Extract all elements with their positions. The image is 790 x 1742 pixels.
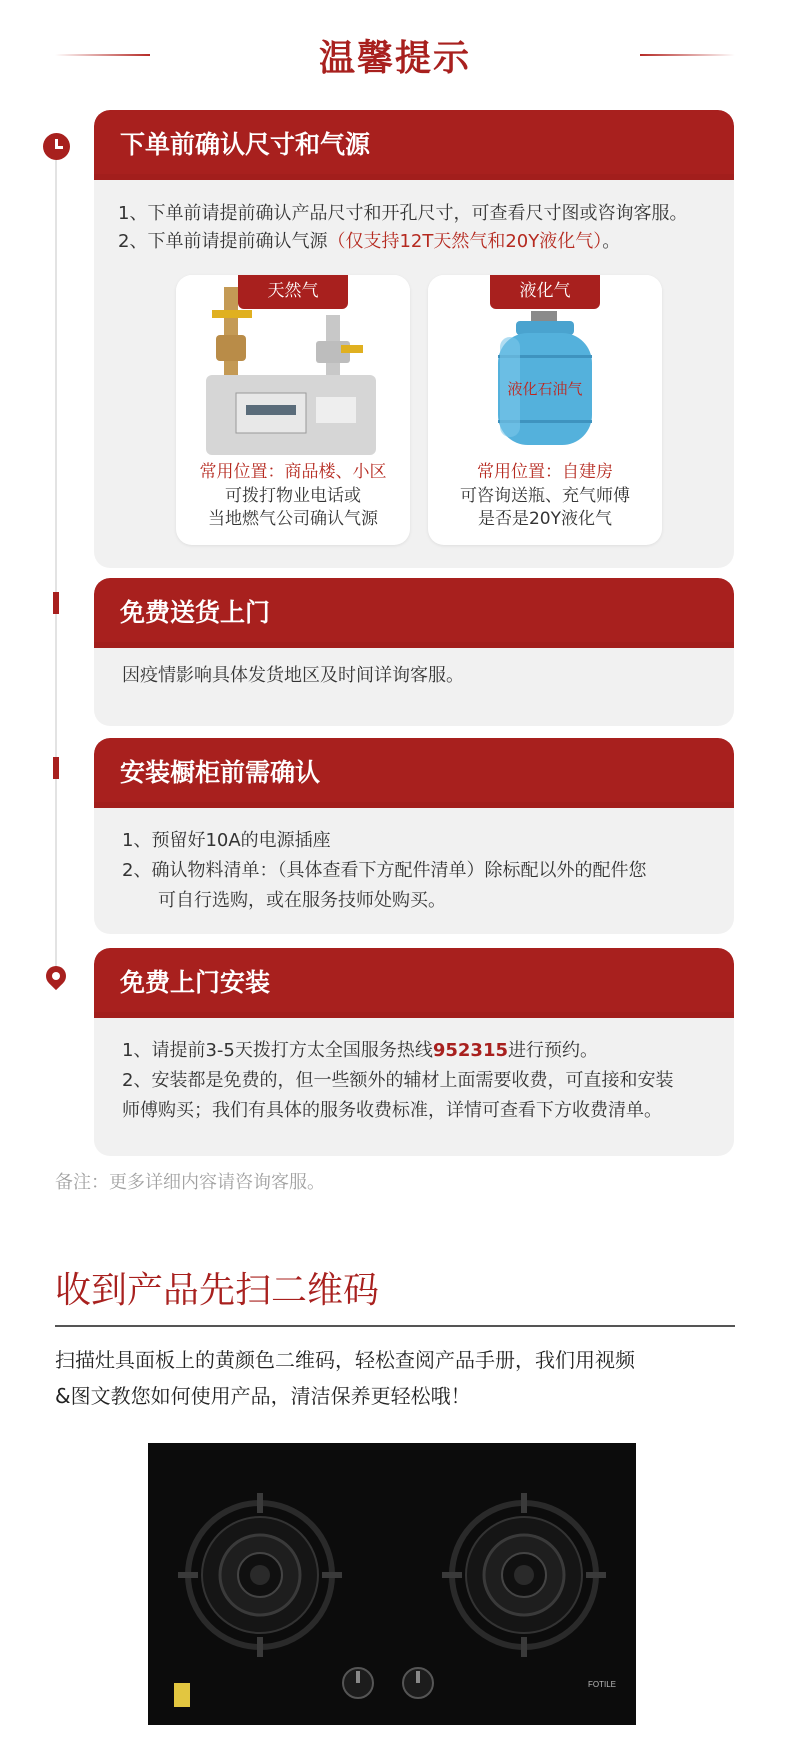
- card-line: 师傅购买；我们有具体的服务收费标准，详情可查看下方收费清单。: [122, 1100, 662, 1121]
- tank-label: 液化石油气: [507, 380, 583, 398]
- brand-logo: FOTILE: [588, 1680, 617, 1689]
- card-heading: 免费送货上门: [94, 578, 734, 648]
- clock-icon: [43, 133, 70, 160]
- card-heading: 安装橱柜前需确认: [94, 738, 734, 808]
- timeline-marker: [53, 592, 59, 614]
- qr-section-title: 收到产品先扫二维码: [55, 1270, 380, 1311]
- card-line: [122, 1036, 734, 1066]
- card-line-text: 1、请提前3-5天拨打方太全国服务热线: [122, 1040, 433, 1061]
- gas-desc: 当地燃气公司确认气源: [208, 509, 378, 529]
- gas-desc: 可拨打物业电话或: [225, 486, 361, 506]
- natural-gas-card: [176, 275, 410, 545]
- card-line: 1、下单前请提前确认产品尺寸和开孔尺寸，可查看尺寸图或咨询客服。: [118, 203, 688, 224]
- gas-support-highlight: （仅支持12T天然气和20Y液化气）: [327, 231, 603, 252]
- card-line: 可自行选购，或在服务技师处购买。: [158, 890, 446, 911]
- qr-text-line: 扫描灶具面板上的黄颜色二维码，轻松查阅产品手册，我们用视频: [55, 1348, 635, 1372]
- timeline-marker: [53, 757, 59, 779]
- card-line: 1、预留好10A的电源插座: [122, 830, 331, 851]
- card-heading: 下单前确认尺寸和气源: [94, 110, 734, 180]
- gas-location: 常用位置：商品楼、小区: [199, 462, 387, 482]
- header-divider-right: [640, 54, 735, 56]
- gas-location: 常用位置：自建房: [477, 462, 613, 482]
- gas-type-tag: 天然气: [238, 275, 348, 309]
- gas-type-tag: 液化气: [490, 275, 600, 309]
- card-line-text: 。: [602, 231, 621, 252]
- card-delivery: [94, 578, 734, 726]
- gas-source-cards: [176, 275, 666, 545]
- card-line: 2、安装都是免费的，但一些额外的辅材上面需要收费，可直接和安装: [122, 1070, 674, 1091]
- card-line: 因疫情影响具体发货地区及时间详询客服。: [122, 665, 464, 686]
- location-pin-icon: [42, 962, 70, 990]
- gas-desc: 是否是20Y液化气: [477, 509, 613, 529]
- card-line: 2、确认物料清单：（具体查看下方配件清单）除标配以外的配件您: [122, 860, 647, 881]
- gas-stove-image: [148, 1443, 636, 1725]
- footnote: 备注：更多详细内容请咨询客服。: [55, 1172, 325, 1193]
- card-installation: [94, 948, 734, 1156]
- card-line-text: 进行预约。: [508, 1040, 599, 1061]
- qr-section-divider: [55, 1325, 735, 1327]
- qr-section-text: [55, 1342, 735, 1414]
- card-line-text: 2、下单前请提前确认气源: [118, 231, 328, 252]
- lpg-card: [428, 275, 662, 545]
- card-line: [118, 228, 734, 256]
- service-hotline: 952315: [432, 1040, 509, 1061]
- page-header: [0, 30, 790, 80]
- gas-desc: 可咨询送瓶、充气师傅: [460, 486, 630, 506]
- timeline-line: [55, 150, 57, 980]
- card-cabinet-confirm: [94, 738, 734, 934]
- page-title: 温馨提示: [318, 38, 471, 79]
- card-heading: 免费上门安装: [94, 948, 734, 1018]
- qr-text-line: &图文教您如何使用产品，清洁保养更轻松哦！: [55, 1384, 471, 1408]
